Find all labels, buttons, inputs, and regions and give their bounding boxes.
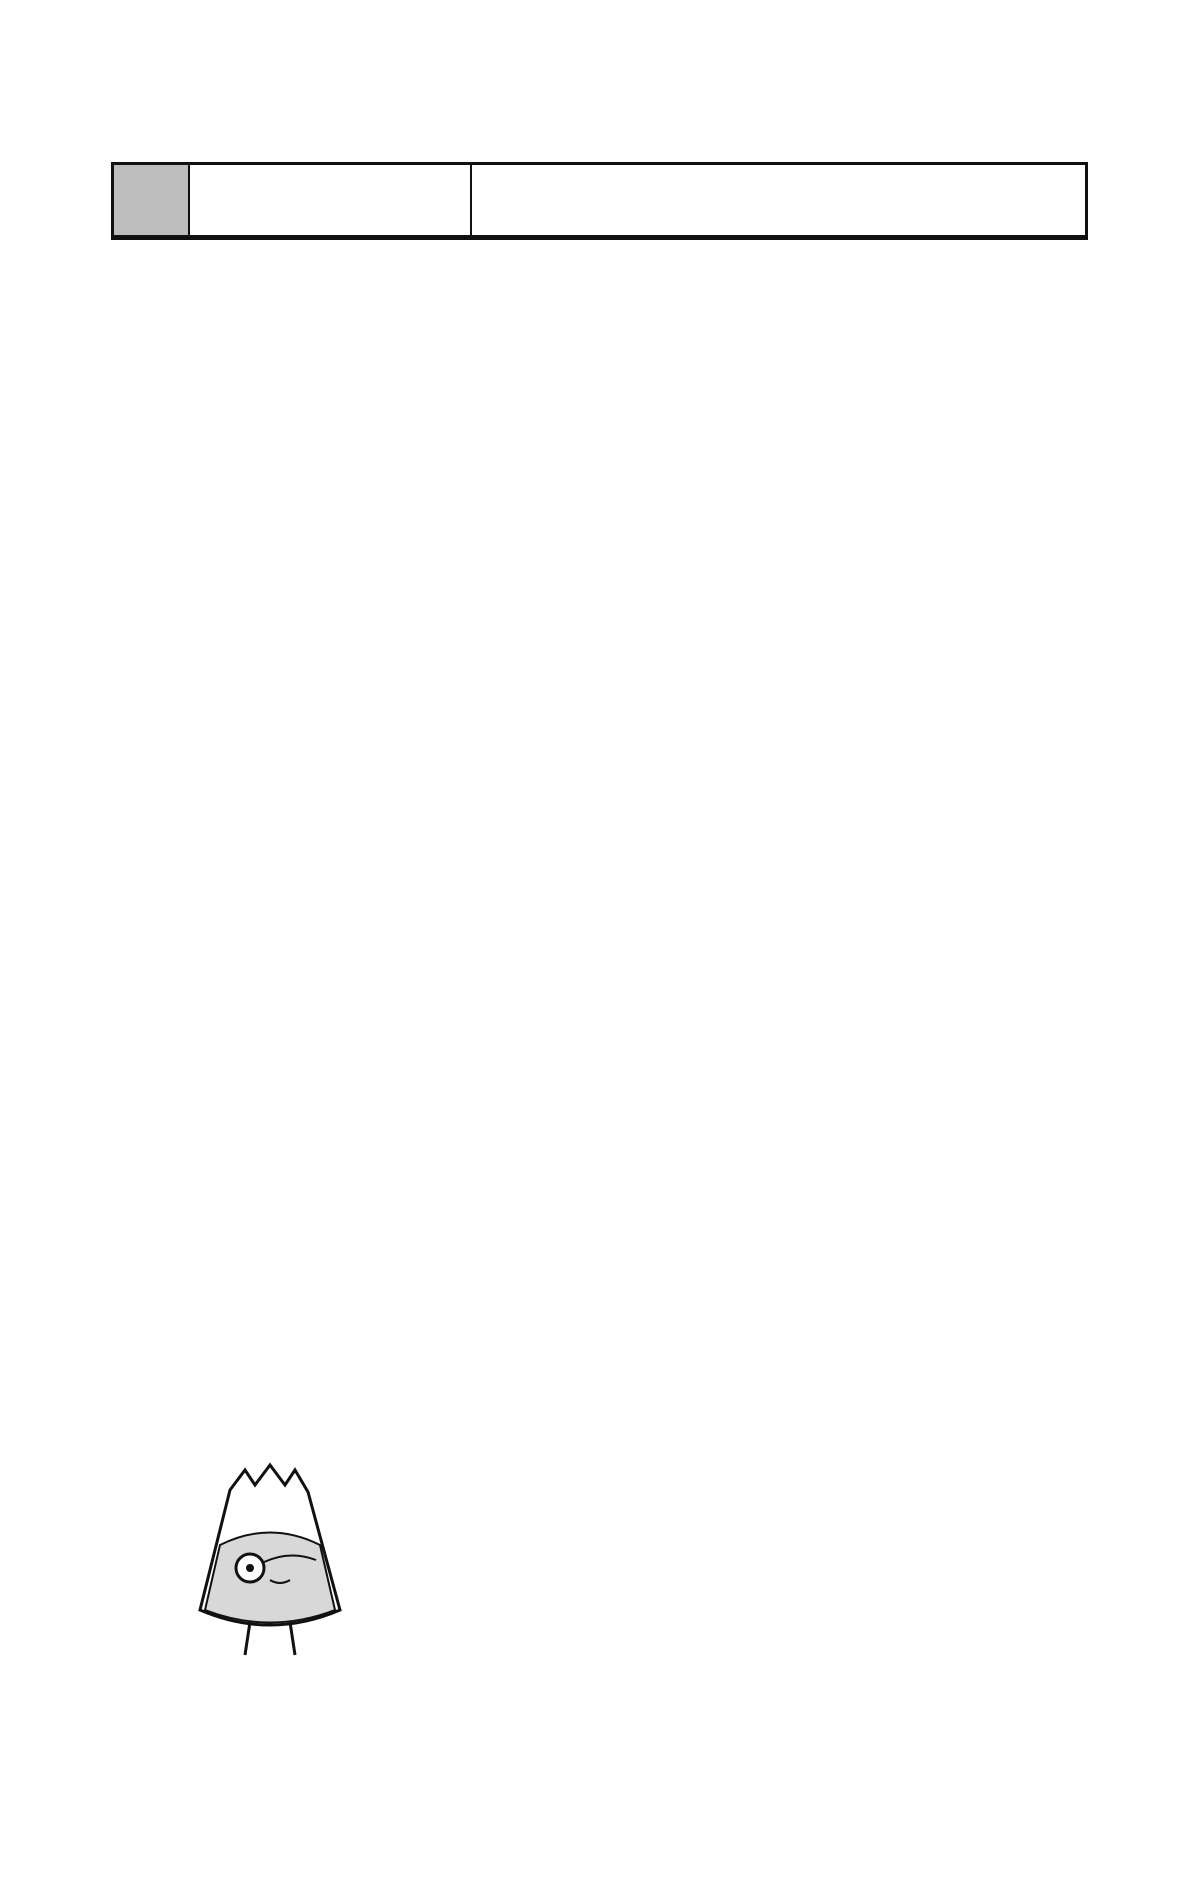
table-header xyxy=(114,165,1085,237)
mascot-drawing xyxy=(190,1450,350,1680)
header-comment xyxy=(472,165,1085,235)
header-name xyxy=(190,165,472,235)
ranking-table xyxy=(111,162,1088,240)
header-rank xyxy=(114,165,190,235)
